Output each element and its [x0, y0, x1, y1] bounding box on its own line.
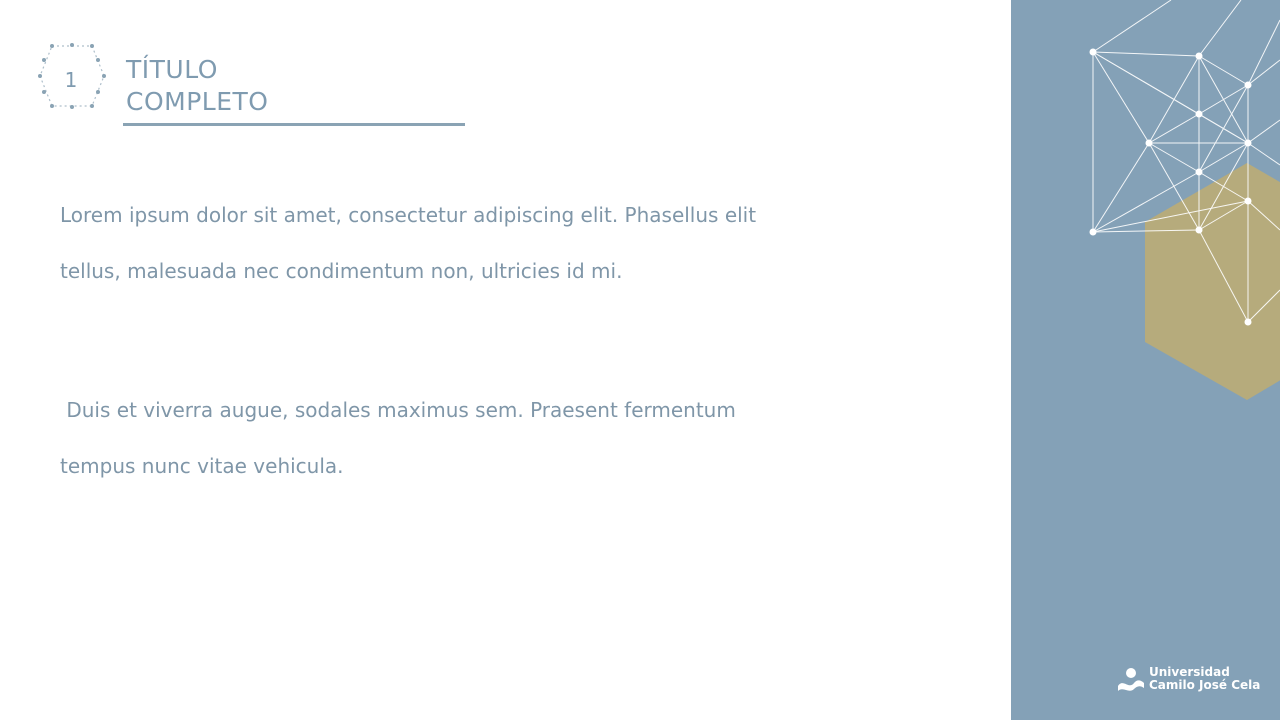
university-logo-icon	[1117, 666, 1145, 694]
slide-title	[126, 54, 268, 118]
body-paragraph-1	[60, 187, 960, 299]
university-logo	[1117, 665, 1261, 696]
section-badge	[36, 40, 108, 112]
side-decoration-panel	[1011, 0, 1280, 720]
body-paragraph-1-line-2: tellus, malesuada nec condimentum non, ultricies id mi.	[60, 259, 623, 283]
university-logo-line-2: Camilo José Cela	[1149, 678, 1261, 692]
body-paragraph-2	[60, 382, 960, 494]
title-underline	[123, 123, 465, 126]
body-paragraph-2-line-1: Duis et viverra augue, sodales maximus sem. Praesent fermentum	[60, 398, 736, 422]
slide-title-line-2: COMPLETO	[126, 87, 269, 116]
section-number: 1	[64, 68, 78, 92]
slide-title-line-1: TÍTULO	[126, 55, 218, 84]
network-hexagon-decoration	[1011, 0, 1280, 720]
body-paragraph-1-line-1: Lorem ipsum dolor sit amet, consectetur adipiscing elit. Phasellus elit	[60, 203, 757, 227]
university-logo-line-1: Universidad	[1149, 665, 1230, 679]
university-logo-text	[1149, 666, 1260, 692]
body-paragraph-2-line-2: tempus nunc vitae vehicula.	[60, 454, 344, 478]
